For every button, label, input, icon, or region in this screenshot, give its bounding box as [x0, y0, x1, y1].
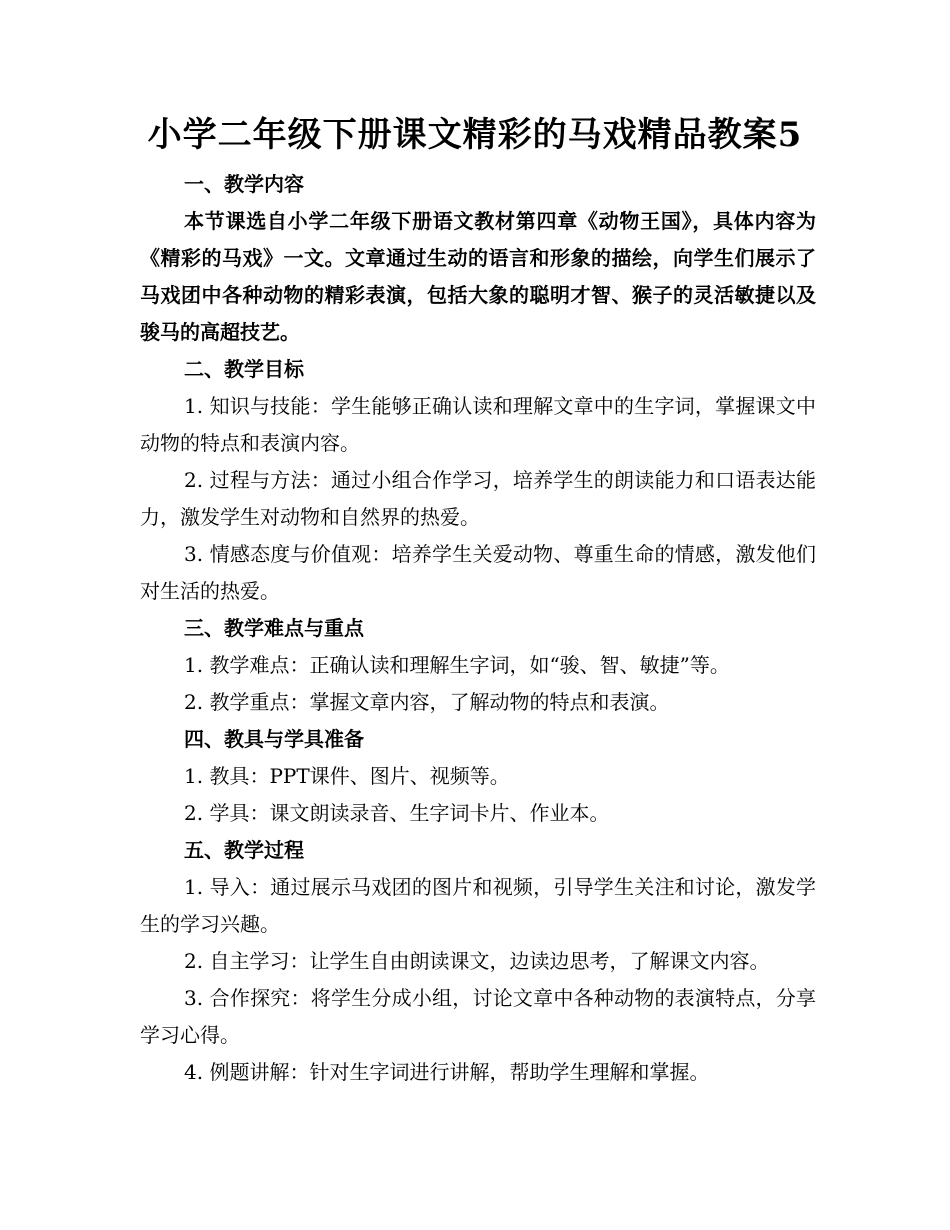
section-heading-content: 一、教学内容: [184, 172, 304, 196]
process-item-4: 4. 例题讲解：针对生字词进行讲解，帮助学生理解和掌握。: [184, 1060, 710, 1084]
section-heading-materials: 四、教具与学具准备: [184, 727, 364, 751]
document-body: [140, 166, 816, 1091]
section-heading-objectives: 二、教学目标: [184, 357, 304, 381]
section-heading-process: 五、教学过程: [184, 838, 304, 862]
key-point-item-1: 1. 教学难点：正确认读和理解生字词，如“骏、智、敏捷”等。: [184, 653, 730, 677]
material-item-1: 1. 教具：PPT课件、图片、视频等。: [184, 764, 510, 788]
objective-item-3: 3. 情感态度与价值观：培养学生关爱动物、尊重生命的情感，激发他们对生活的热爱。: [140, 542, 816, 603]
objective-item-2: 2. 过程与方法：通过小组合作学习，培养学生的朗读能力和口语表达能力，激发学生对动物和自然界的热爱。: [140, 468, 816, 529]
objective-item-1: 1. 知识与技能：学生能够正确认读和理解文章中的生字词，掌握课文中动物的特点和表演内容。: [140, 394, 816, 455]
document-title: 小学二年级下册课文精彩的马戏精品教案5: [147, 115, 803, 155]
material-item-2: 2. 学具：课文朗读录音、生字词卡片、作业本。: [184, 801, 610, 825]
section-heading-key-points: 三、教学难点与重点: [184, 616, 364, 640]
process-item-3: 3. 合作探究：将学生分成小组，讨论文章中各种动物的表演特点，分享学习心得。: [140, 986, 816, 1047]
section-content-paragraph: 本节课选自小学二年级下册语文教材第四章《动物王国》，具体内容为《精彩的马戏》一文。文章通过生动的语言和形象的描绘，向学生们展示了马戏团中各种动物的精彩表演，包括大象的聪明才智、猴子的灵活敏捷以及骏马的高超技艺。: [140, 209, 816, 344]
key-point-item-2: 2. 教学重点：掌握文章内容，了解动物的特点和表演。: [184, 690, 670, 714]
process-item-1: 1. 导入：通过展示马戏团的图片和视频，引导学生关注和讨论，激发学生的学习兴趣。: [140, 875, 816, 936]
process-item-2: 2. 自主学习：让学生自由朗读课文，边读边思考，了解课文内容。: [184, 949, 770, 973]
